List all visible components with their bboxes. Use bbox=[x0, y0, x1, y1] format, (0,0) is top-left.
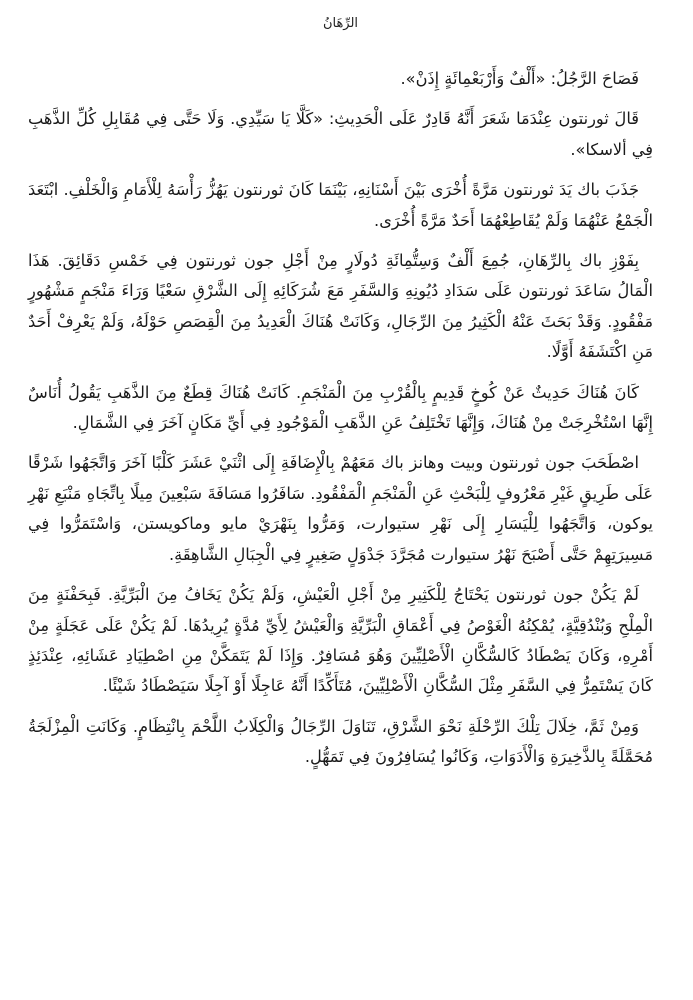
paragraph-2: قَالَ ثورنتون عِنْدَمَا شَعَرَ أَنَّهُ قَادِرٌ عَلَى الْحَدِيثِ: «كَلَّا يَا سَيِّدِي. وَلَا حَتَّى فِي مُقَابِلِ كُلِّ الذَّهَبِ فِي ألاسكا». bbox=[28, 109, 653, 159]
paragraph-3: جَذَبَ باك يَدَ ثورنتون مَرَّةً أُخْرَى بَيْنَ أَسْنَانِهِ، بَيْنَمَا كَانَ ثورنتون يَهُزُّ رَأْسَهُ لِلْأَمَامِ وَالْخَلْفِ. ابْتَعَدَ الْجَمْعُ عَنْهُمَا وَلَمْ يُقَاطِعْهُمَا أَحَدٌ مَرَّةً أُخْرَى. bbox=[28, 180, 653, 230]
paragraph-5: كَانَ هُنَاكَ حَدِيثٌ عَنْ كُوخٍ قَدِيمٍ بِالْقُرْبِ مِنَ الْمَنْجَمِ. كَانَتْ هُنَاكَ قِطَعٌ مِنَ الذَّهَبِ يَقُولُ أُنَاسٌ إِنَّهَا اسْتُخْرِجَتْ مِنْ هُنَاكَ، وَإِنَّهَا تَخْتَلِفُ عَنِ الذَّهَبِ الْمَوْجُودِ فِي أَيِّ مَكَانٍ آخَرَ فِي الشَّمَالِ. bbox=[28, 382, 653, 433]
paragraph-8: وَمِنْ ثَمَّ، خِلَالَ تِلْكَ الرِّحْلَةِ نَحْوَ الشَّرْقِ، تَنَاوَلَ الرِّجَالُ وَالْكِلَابُ اللَّحْمَ بِانْتِظَامٍ. وَكَانَتِ الْمِزْلَجَةُ مُحَمَّلَةً بِالذَّخِيرَةِ وَالْأَدَوَاتِ، وَكَانُوا يُسَافِرُونَ فِي تَمَهُّلٍ. bbox=[28, 716, 653, 767]
paragraph-4: بِفَوْزِ باك بِالرِّهَانِ، جُمِعَ أَلْفٌ وَسِتُّمِائَةِ دُولَارٍ مِنْ أَجْلِ جون ثورنتون فِي خَمْسِ دَقَائِقَ. هَذَا الْمَالُ سَاعَدَ ثورنتون عَلَى سَدَادِ دُيُونِهِ وَالسَّفَرِ مَعَ شُرَكَائِهِ إِلَى الشَّرْقِ سَعْيًا وَرَاءَ مَنْجَمٍ مَشْهُورٍ مَفْقُودٍ. وَقَدْ بَحَثَ عَنْهُ الْكَثِيرُ مِنَ الرِّجَالِ، وَكَانَتْ هُنَاكَ الْعَدِيدُ مِنَ الْقِصَصِ حَوْلَهُ، وَلَمْ يَعْرِفْ أَحَدٌ مَنِ اكْتَشَفَهُ أَوَّلًا. bbox=[28, 251, 653, 362]
running-header: الرِّهَانُ bbox=[322, 16, 359, 31]
paragraph-1: فَصَاحَ الرَّجُلُ: «أَلْفٌ وَأَرْبَعْمِائَةٍ إِذَنْ». bbox=[400, 69, 639, 88]
paragraph-7: لَمْ يَكُنْ جون ثورنتون يَحْتَاجُ لِلْكَثِيرِ مِنْ أَجْلِ الْعَيْشِ، وَلَمْ يَكُنْ يَخَافُ مِنَ الْبَرِّيَّةِ. فَبِحَفْنَةٍ مِنَ الْمِلْحِ وَبُنْدُقِيَّةٍ، يُمْكِنُهُ الْغَوْصُ فِي أَعْمَاقِ الْبَرِّيَّةِ وَالْعَيْشُ لِأَيِّ مُدَّةٍ يُرِيدُهَا. لَمْ يَكُنْ عَلَى عَجَلَةٍ مِنْ أَمْرِهِ، وَكَانَ يَصْطَادُ كَالسُّكَّانِ الْأَصْلِيِّينَ وَهُوَ مُسَافِرٌ. وَإِذَا لَمْ يَتَمَكَّنْ مِنِ اصْطِيَادِ عَشَائِهِ، عِنْدَئِذٍ كَانَ يَسْتَمِرُّ فِي السَّفَرِ مِثْلَ السُّكَّانِ الْأَصْلِيِّينَ، مُتَأَكِّدًا أَنَّهُ عَاجِلًا أَوْ آجِلًا سَيَصْطَادُ شَيْئًا. bbox=[28, 585, 653, 696]
paragraph-6: اصْطَحَبَ جون ثورنتون وبيت وهانز باك مَعَهُمْ بِالْإِضَافَةِ إِلَى اثْنَيْ عَشَرَ كَلْبًا آخَرَ وَاتَّجَهُوا شَرْقًا عَلَى طَرِيقٍ غَيْرِ مَعْرُوفٍ لِلْبَحْثِ عَنِ الْمَنْجَمِ الْمَفْقُودِ. سَافَرُوا مَسَافَةَ سَبْعِينَ مِيلًا بِاتِّجَاهِ مَنْبَعِ نَهْرِ يوكون، وَاتَّجَهُوا لِلْيَسَارِ إِلَى نَهْرِ ستيوارت، وَمَرُّوا بِنَهْرَيْ مايو وماكويستن، وَاسْتَمَرُّوا فِي مَسِيرَتِهِمْ حَتَّى أَصْبَحَ نَهْرُ ستيوارت مُجَرَّدَ جَدْوَلٍ صَغِيرٍ فِي الْجِبَالِ الشَّاهِقَةِ. bbox=[28, 453, 653, 564]
